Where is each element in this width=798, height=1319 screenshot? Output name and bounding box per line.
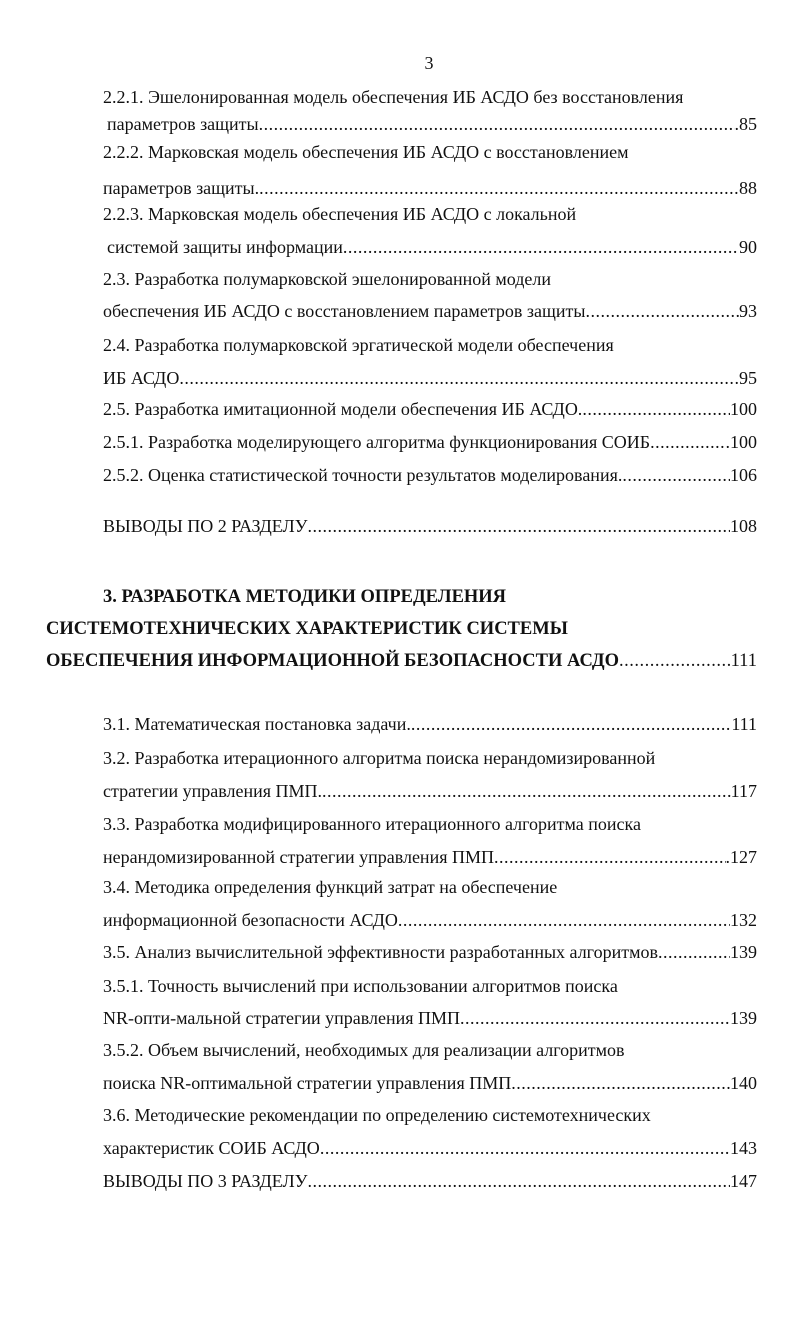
- toc-page-number: 139: [730, 942, 757, 962]
- toc-entry: [103, 845, 757, 869]
- dot-leader: [650, 430, 725, 454]
- toc-page-number: 111: [731, 714, 757, 734]
- toc-entry-title: NR-опти-мальной стратегии управления ПМП: [103, 1008, 461, 1028]
- toc-entry-title: 2.2.2. Марковская модель обеспечения ИБ АСДО с восстановлением: [103, 142, 629, 162]
- toc-entry-title: системой защиты информации: [107, 237, 343, 257]
- toc-entry-title: информационной безопасности АСДО: [103, 910, 398, 930]
- toc-entry-title: поиска NR-оптимальной стратегии управления ПМП: [103, 1073, 512, 1093]
- toc-entry-title: 3.3. Разработка модифицированного итерационного алгоритма поиска: [103, 814, 642, 834]
- dot-leader: [307, 1169, 730, 1193]
- toc-entry-title: ВЫВОДЫ ПО 3 РАЗДЕЛУ: [103, 1171, 308, 1191]
- toc-entry: [103, 746, 757, 770]
- dot-leader: [259, 176, 739, 200]
- dot-leader: [259, 112, 735, 136]
- toc-entry-title: 3.5.2. Объем вычислений, необходимых для реализации алгоритмов: [103, 1040, 625, 1060]
- toc-entry-title: 3.6. Методические рекомендации по определению системотехнических: [103, 1105, 651, 1125]
- toc-section-heading: [46, 617, 757, 641]
- toc-page-number: .100: [725, 432, 757, 452]
- toc-entry-title: нерандомизированной стратегии управления ПМП: [103, 847, 494, 867]
- dot-leader: [658, 940, 730, 964]
- toc-page-number: 88: [739, 178, 757, 198]
- toc-entry: [103, 712, 757, 736]
- toc-entry: [107, 235, 757, 259]
- page-number: 3: [424, 53, 434, 73]
- toc-entry: [103, 299, 757, 323]
- toc-page-number: 140: [730, 1073, 757, 1093]
- toc-entry-title: 2.2.1. Эшелонированная модель обеспечения ИБ АСДО без восстановления: [103, 87, 684, 107]
- toc-entry: [103, 1103, 757, 1127]
- dot-leader: [343, 235, 739, 259]
- toc-entry-title: 3.4. Методика определения функций затрат на обеспечение: [103, 877, 558, 897]
- toc-entry: [103, 397, 757, 421]
- toc-entry-title: ИБ АСДО: [103, 368, 180, 388]
- toc-page-number: 139: [730, 1008, 757, 1028]
- toc-entry-title: 3.5.1. Точность вычислений при использовании алгоритмов поиска: [103, 976, 618, 996]
- toc-entry-title: 2.5.1. Разработка моделирующего алгоритма функционирования СОИБ: [103, 432, 651, 452]
- toc-page-number: 100: [730, 399, 757, 419]
- toc-entry: [103, 875, 757, 899]
- toc-entry-title: 2.5. Разработка имитационной модели обеспечения ИБ АСДО.: [103, 399, 583, 419]
- toc-entry: [103, 1136, 757, 1160]
- dot-leader: [307, 514, 730, 538]
- toc-page-number: 108: [730, 516, 757, 536]
- toc-entry-title: параметров защиты.: [103, 178, 260, 198]
- toc-entry: [103, 974, 757, 998]
- dot-leader: [622, 463, 730, 487]
- toc-page-number: 117: [730, 781, 757, 801]
- toc-entry-title: 2.5.2. Оценка статистической точности результатов моделирования.: [103, 465, 623, 485]
- toc-entry: [103, 1038, 757, 1062]
- dot-leader: [179, 366, 734, 390]
- toc-page-number: .85: [734, 114, 757, 134]
- toc-entry-title: параметров защиты: [107, 114, 259, 134]
- toc-entry: [103, 812, 757, 836]
- dot-leader: [322, 779, 731, 803]
- toc-entry-title: стратегии управления ПМП.: [103, 781, 323, 801]
- dot-leader: [585, 299, 739, 323]
- toc-page-number: 106: [730, 465, 757, 485]
- toc-entry: [103, 267, 757, 291]
- toc-entry-title: ОБЕСПЕЧЕНИЯ ИНФОРМАЦИОННОЙ БЕЗОПАСНОСТИ АСДО: [46, 651, 619, 671]
- toc-entry: [103, 1006, 757, 1030]
- toc-page-number: .95: [734, 368, 757, 388]
- toc-entry-title: 3.5. Анализ вычислительной эффективности разработанных алгоритмов: [103, 942, 659, 962]
- dot-leader: [511, 1071, 730, 1095]
- dot-leader: [320, 1136, 730, 1160]
- toc-entry: [103, 1169, 757, 1193]
- toc-page-number: 147: [730, 1171, 757, 1191]
- toc-entry-title: 2.4. Разработка полумарковской эргатической модели обеспечения: [103, 335, 614, 355]
- toc-entry: [103, 85, 757, 109]
- toc-entry: [103, 202, 757, 226]
- toc-entry: [103, 176, 757, 200]
- toc-entry: [103, 333, 757, 357]
- toc-entry-title: СИСТЕМОТЕХНИЧЕСКИХ ХАРАКТЕРИСТИК СИСТЕМЫ: [46, 619, 568, 639]
- toc-section-heading: [46, 649, 757, 673]
- toc-entry: [103, 779, 757, 803]
- toc-entry: [103, 463, 757, 487]
- toc-entry-title: ВЫВОДЫ ПО 2 РАЗДЕЛУ: [103, 516, 308, 536]
- toc-page-number: 132: [730, 910, 757, 930]
- toc-page-number: 143: [730, 1138, 757, 1158]
- dot-leader: [460, 1006, 730, 1030]
- toc-entry-title: 2.3. Разработка полумарковской эшелонированной модели: [103, 269, 552, 289]
- toc-entry: [103, 366, 757, 390]
- toc-entry: [103, 514, 757, 538]
- toc-entry: [103, 140, 757, 164]
- dot-leader: [398, 908, 730, 932]
- dot-leader: [582, 397, 730, 421]
- toc-page-number: .127: [725, 847, 757, 867]
- dot-leader: [619, 649, 731, 673]
- dot-leader: [494, 845, 726, 869]
- toc-page-number: 111: [730, 651, 757, 671]
- toc-section-heading: [103, 585, 757, 609]
- toc-entry-title: обеспечения ИБ АСДО с восстановлением параметров защиты: [103, 301, 586, 321]
- toc-entry-title: характеристик СОИБ АСДО: [103, 1138, 320, 1158]
- toc-entry: [103, 940, 757, 964]
- toc-entry-title: 3.2. Разработка итерационного алгоритма поиска нерандомизированной: [103, 748, 656, 768]
- toc-entry: [103, 908, 757, 932]
- toc-page-number: 90: [739, 237, 757, 257]
- toc-entry-title: 3. РАЗРАБОТКА МЕТОДИКИ ОПРЕДЕЛЕНИЯ: [103, 587, 507, 607]
- toc-entry-title: 2.2.3. Марковская модель обеспечения ИБ АСДО с локальной: [103, 204, 577, 224]
- toc-page-number: 93: [739, 301, 757, 321]
- toc-entry: [103, 1071, 757, 1095]
- toc-entry: [103, 430, 757, 454]
- dot-leader: [411, 712, 731, 736]
- toc-entry-title: 3.1. Математическая постановка задачи.: [103, 714, 411, 734]
- toc-entry: [107, 112, 757, 136]
